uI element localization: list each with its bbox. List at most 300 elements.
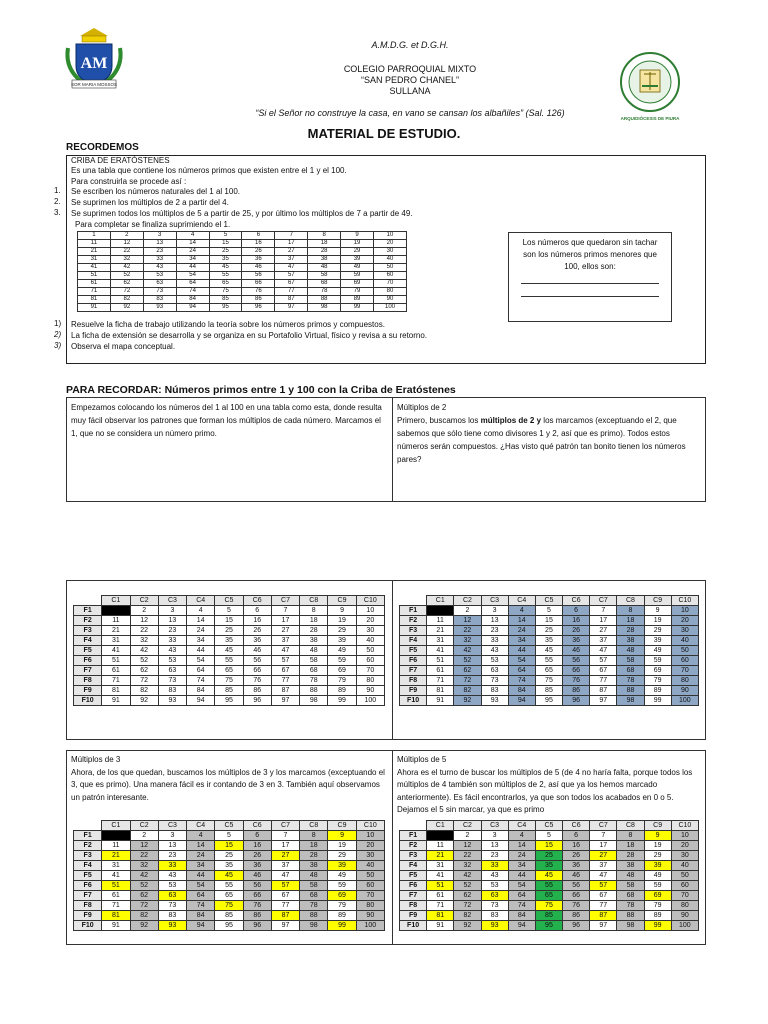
grid-cell: 11 xyxy=(427,841,454,851)
sieve-cell: 39 xyxy=(341,256,374,264)
grid-row-header: F4 xyxy=(74,861,102,871)
grid-row xyxy=(74,881,385,891)
grid-cell: 39 xyxy=(644,636,671,646)
criba-step-3: Se suprimen todos los múltiplos de 5 a partir de 25, y por último los múltiplos de 7 a partir de 49. xyxy=(71,209,413,218)
grid-cell: 41 xyxy=(427,871,454,881)
sieve-cell: 79 xyxy=(341,288,374,296)
grid-cell: 19 xyxy=(644,616,671,626)
grid-row-header: F1 xyxy=(74,831,102,841)
multiples-of-2-heading: Múltiplos de 2 xyxy=(397,403,447,412)
sieve-cell: 32 xyxy=(110,256,143,264)
grid-cell: 40 xyxy=(356,636,384,646)
grid-row-header: F10 xyxy=(400,696,427,706)
grid-row-header: F10 xyxy=(400,921,427,931)
grid-row-header: F6 xyxy=(74,881,102,891)
sieve-cell: 1 xyxy=(78,232,111,240)
grid-cell: 29 xyxy=(328,851,356,861)
grid-cell: 81 xyxy=(427,686,454,696)
sieve-cell: 48 xyxy=(308,264,341,272)
sieve-cell: 52 xyxy=(110,272,143,280)
sieve-cell: 54 xyxy=(176,272,209,280)
sieve-cell: 100 xyxy=(374,304,407,312)
grid-cell: 19 xyxy=(644,841,671,851)
grid-cell: 8 xyxy=(617,831,644,841)
grid-cell: 70 xyxy=(356,891,384,901)
grid-row-header: F6 xyxy=(400,881,427,891)
grid-cell: 35 xyxy=(535,636,562,646)
grid-cell: 8 xyxy=(300,606,328,616)
grid-cell: 25 xyxy=(535,851,562,861)
grid-row-header: F2 xyxy=(74,616,102,626)
sieve-cell: 65 xyxy=(209,280,242,288)
sieve-row xyxy=(78,256,407,264)
grid-cell: 46 xyxy=(243,646,271,656)
sieve-cell: 62 xyxy=(110,280,143,288)
grid-cell: 56 xyxy=(243,656,271,666)
grid-cell: 21 xyxy=(102,626,130,636)
sieve-cell: 66 xyxy=(242,280,275,288)
school-city: SULLANA xyxy=(389,86,431,96)
grid-cell: 16 xyxy=(243,841,271,851)
grid-cell: 74 xyxy=(187,901,215,911)
grid-cell: 33 xyxy=(481,861,508,871)
grid-cell: 44 xyxy=(187,871,215,881)
grid-cell: 50 xyxy=(671,871,698,881)
grid-cell: 77 xyxy=(271,901,299,911)
grid-cell: 99 xyxy=(644,921,671,931)
grid-corner xyxy=(400,596,427,606)
grid-cell: 71 xyxy=(427,676,454,686)
grid-cell: 47 xyxy=(590,871,617,881)
grid-cell: 9 xyxy=(644,606,671,616)
grid-cell: 25 xyxy=(535,626,562,636)
grid-cell: 100 xyxy=(356,921,384,931)
sieve-cell: 55 xyxy=(209,272,242,280)
multiples-of-3-box xyxy=(66,750,393,945)
grid-row-header: F9 xyxy=(74,911,102,921)
grid-cell: 58 xyxy=(617,881,644,891)
grid-cell: 41 xyxy=(102,646,130,656)
grid-cell: 82 xyxy=(454,911,481,921)
grid-row xyxy=(74,911,385,921)
task-2: La ficha de extensión se desarrolla y se organiza en su Portafolio Virtual, físico y revisa a su retorno. xyxy=(71,331,428,340)
answer-line-2[interactable] xyxy=(521,296,659,297)
grid-cell: 40 xyxy=(671,636,698,646)
grid-cell: 30 xyxy=(356,626,384,636)
grid-cell: 7 xyxy=(590,606,617,616)
number-grid-multiples-5 xyxy=(399,820,699,931)
grid-cell: 54 xyxy=(187,881,215,891)
grid-cell: 57 xyxy=(590,881,617,891)
grid-cell: 91 xyxy=(102,921,130,931)
grid-cell: 29 xyxy=(644,626,671,636)
grid-cell: 12 xyxy=(130,841,158,851)
sieve-cell: 57 xyxy=(275,272,308,280)
sieve-cell: 74 xyxy=(176,288,209,296)
grid-row xyxy=(400,606,699,616)
grid-row-header: F8 xyxy=(400,901,427,911)
grid-cell: 38 xyxy=(300,861,328,871)
grid-cell: 93 xyxy=(158,921,186,931)
grid-cell: 94 xyxy=(187,921,215,931)
grid-cell: 28 xyxy=(617,626,644,636)
grid-panel-multiples-2 xyxy=(392,580,706,740)
grid-cell: 49 xyxy=(644,871,671,881)
grid-cell: 54 xyxy=(187,656,215,666)
grid-column-header: C1 xyxy=(427,596,454,606)
grid-cell: 7 xyxy=(271,831,299,841)
sieve-cell: 51 xyxy=(78,272,111,280)
grid-cell: 97 xyxy=(590,921,617,931)
sieve-cell: 83 xyxy=(143,296,176,304)
grid-cell: 27 xyxy=(590,851,617,861)
grid-cell: 43 xyxy=(158,871,186,881)
sieve-cell: 75 xyxy=(209,288,242,296)
grid-row-header: F1 xyxy=(400,831,427,841)
grid-cell: 99 xyxy=(644,696,671,706)
sieve-cell: 63 xyxy=(143,280,176,288)
grid-cell: 42 xyxy=(454,646,481,656)
sieve-cell: 92 xyxy=(110,304,143,312)
grid-row xyxy=(400,646,699,656)
sieve-cell: 87 xyxy=(275,296,308,304)
grid-cell: 91 xyxy=(427,696,454,706)
sieve-cell: 91 xyxy=(78,304,111,312)
sieve-cell: 72 xyxy=(110,288,143,296)
grid-cell: 49 xyxy=(644,646,671,656)
grid-cell: 94 xyxy=(508,921,535,931)
sieve-cell: 8 xyxy=(308,232,341,240)
grid-cell: 61 xyxy=(427,891,454,901)
grid-cell: 35 xyxy=(215,636,243,646)
grid-cell: 34 xyxy=(508,636,535,646)
grid-cell: 59 xyxy=(328,881,356,891)
grid-cell: 42 xyxy=(454,871,481,881)
grid-cell: 36 xyxy=(243,636,271,646)
grid-cell: 7 xyxy=(271,606,299,616)
grid-cell: 11 xyxy=(102,616,130,626)
grid-cell: 85 xyxy=(535,911,562,921)
grid-cell: 81 xyxy=(102,911,130,921)
grid-cell: 39 xyxy=(644,861,671,871)
grid-cell: 8 xyxy=(300,831,328,841)
grid-cell: 91 xyxy=(427,921,454,931)
sieve-cell: 60 xyxy=(374,272,407,280)
grid-cell: 86 xyxy=(563,911,590,921)
grid-row xyxy=(400,861,699,871)
grid-row-header: F7 xyxy=(74,891,102,901)
grid-row xyxy=(74,861,385,871)
school-crest-logo xyxy=(58,22,130,94)
sieve-cell: 98 xyxy=(308,304,341,312)
grid-cell: 36 xyxy=(563,861,590,871)
sieve-cell: 50 xyxy=(374,264,407,272)
grid-cell: 58 xyxy=(300,656,328,666)
sieve-cell: 58 xyxy=(308,272,341,280)
grid-row xyxy=(400,666,699,676)
grid-cell: 93 xyxy=(158,696,186,706)
grid-column-header: C8 xyxy=(617,596,644,606)
grid-cell: 46 xyxy=(563,646,590,656)
task-1: Resuelve la ficha de trabajo utilizando la teoría sobre los números primos y compuestos. xyxy=(71,320,385,329)
grid-cell: 89 xyxy=(644,911,671,921)
grid-cell: 77 xyxy=(590,901,617,911)
grid-cell: 14 xyxy=(187,841,215,851)
task-marker-3: 3) xyxy=(54,341,62,350)
grid-cell: 50 xyxy=(671,646,698,656)
grid-column-header: C3 xyxy=(158,821,186,831)
grid-cell: 51 xyxy=(102,881,130,891)
sieve-cell: 3 xyxy=(143,232,176,240)
grid-cell: 84 xyxy=(508,911,535,921)
sieve-cell: 71 xyxy=(78,288,111,296)
grid-cell: 12 xyxy=(130,616,158,626)
grid-cell: 1 xyxy=(427,831,454,841)
grid-cell: 66 xyxy=(563,666,590,676)
grid-row-header: F7 xyxy=(400,891,427,901)
grid-row-header: F10 xyxy=(74,921,102,931)
grid-cell: 73 xyxy=(481,676,508,686)
grid-row xyxy=(400,851,699,861)
grid-cell: 60 xyxy=(356,881,384,891)
grid-cell: 39 xyxy=(328,636,356,646)
grid-cell: 52 xyxy=(130,881,158,891)
grid-cell: 82 xyxy=(130,911,158,921)
grid-cell: 61 xyxy=(102,891,130,901)
grid-cell: 26 xyxy=(563,626,590,636)
grid-cell: 25 xyxy=(215,626,243,636)
grid-column-header: C1 xyxy=(427,821,454,831)
grid-cell: 49 xyxy=(328,646,356,656)
grid-row-header: F3 xyxy=(74,626,102,636)
grid-row xyxy=(74,686,385,696)
grid-row-header: F1 xyxy=(400,606,427,616)
multiples-of-5-box xyxy=(392,750,706,945)
grid-cell: 69 xyxy=(328,666,356,676)
grid-cell: 59 xyxy=(644,881,671,891)
grid-cell: 98 xyxy=(300,696,328,706)
grid-cell: 80 xyxy=(671,676,698,686)
grid-cell: 47 xyxy=(271,871,299,881)
grid-cell: 74 xyxy=(187,676,215,686)
grid-cell: 5 xyxy=(535,831,562,841)
grid-cell: 4 xyxy=(187,606,215,616)
grid-cell: 40 xyxy=(356,861,384,871)
step-marker-3: 3. xyxy=(54,208,61,217)
grid-cell: 37 xyxy=(590,636,617,646)
grid-row-header: F5 xyxy=(400,646,427,656)
grid-cell: 46 xyxy=(243,871,271,881)
grid-cell: 28 xyxy=(300,626,328,636)
criba-step-2: Se suprimen los múltiplos de 2 a partir del 4. xyxy=(71,198,229,207)
grid-cell: 90 xyxy=(671,686,698,696)
grid-row xyxy=(400,901,699,911)
grid-cell: 87 xyxy=(271,686,299,696)
grid-column-header: C9 xyxy=(644,596,671,606)
grid-cell: 78 xyxy=(300,676,328,686)
sieve-cell: 12 xyxy=(110,240,143,248)
grid-cell: 32 xyxy=(130,861,158,871)
sieve-cell: 90 xyxy=(374,296,407,304)
grid-row-header: F4 xyxy=(74,636,102,646)
sieve-cell: 5 xyxy=(209,232,242,240)
grid-row xyxy=(400,841,699,851)
sieve-cell: 6 xyxy=(242,232,275,240)
primes-answer-box xyxy=(508,232,672,322)
sieve-cell: 47 xyxy=(275,264,308,272)
header-quote: “Si el Señor no construye la casa, en vano se cansan los albañiles” (Sal. 126) xyxy=(255,108,565,118)
number-grid-multiples-2 xyxy=(399,595,699,706)
grid-cell: 42 xyxy=(130,871,158,881)
sieve-row xyxy=(78,232,407,240)
grid-cell: 9 xyxy=(328,606,356,616)
sieve-row xyxy=(78,296,407,304)
sieve-cell: 13 xyxy=(143,240,176,248)
grid-row-header: F8 xyxy=(74,676,102,686)
grid-cell: 69 xyxy=(644,891,671,901)
grid-cell: 92 xyxy=(454,921,481,931)
grid-cell: 74 xyxy=(508,676,535,686)
grid-cell: 18 xyxy=(300,616,328,626)
grid-cell: 80 xyxy=(356,676,384,686)
grid-cell: 14 xyxy=(508,616,535,626)
grid-cell: 32 xyxy=(454,861,481,871)
grid-cell: 5 xyxy=(535,606,562,616)
grid-cell: 68 xyxy=(617,666,644,676)
sieve-cell: 42 xyxy=(110,264,143,272)
grid-cell: 17 xyxy=(271,841,299,851)
grid-row xyxy=(400,686,699,696)
grid-cell: 61 xyxy=(427,666,454,676)
grid-cell: 55 xyxy=(215,881,243,891)
grid-column-header: C4 xyxy=(187,596,215,606)
sieve-cell: 86 xyxy=(242,296,275,304)
grid-row xyxy=(74,646,385,656)
grid-cell: 71 xyxy=(102,676,130,686)
sieve-cell: 67 xyxy=(275,280,308,288)
grid-cell: 81 xyxy=(427,911,454,921)
sieve-cell: 10 xyxy=(374,232,407,240)
grid-cell: 48 xyxy=(617,871,644,881)
grid-cell: 43 xyxy=(481,871,508,881)
grid-cell: 96 xyxy=(563,921,590,931)
grid-column-header: C6 xyxy=(563,821,590,831)
grid-cell: 75 xyxy=(535,901,562,911)
grid-cell: 62 xyxy=(130,891,158,901)
grid-cell: 65 xyxy=(535,891,562,901)
grid-cell: 43 xyxy=(158,646,186,656)
grid-row-header: F2 xyxy=(74,841,102,851)
grid-cell: 53 xyxy=(481,881,508,891)
grid-cell: 30 xyxy=(671,851,698,861)
sieve-cell: 22 xyxy=(110,248,143,256)
sieve-row xyxy=(78,288,407,296)
grid-cell: 100 xyxy=(671,696,698,706)
grid-cell: 72 xyxy=(454,901,481,911)
grid-cell: 63 xyxy=(481,666,508,676)
grid-row xyxy=(400,871,699,881)
grid-cell: 98 xyxy=(617,921,644,931)
grid-cell: 58 xyxy=(617,656,644,666)
sieve-cell: 94 xyxy=(176,304,209,312)
grid-cell: 36 xyxy=(563,636,590,646)
primes-answer-prompt: Los números que quedaron sin tachar son los números primos menores que 100, ellos son: xyxy=(522,238,658,271)
para-recordar-heading: PARA RECORDAR: Números primos entre 1 y 100 con la Criba de Eratóstenes xyxy=(66,384,456,396)
grid-cell: 48 xyxy=(300,646,328,656)
grid-column-header: C8 xyxy=(300,596,328,606)
grid-cell: 23 xyxy=(481,626,508,636)
sieve-cell: 53 xyxy=(143,272,176,280)
grid-cell: 64 xyxy=(508,891,535,901)
grid-cell: 59 xyxy=(644,656,671,666)
grid-cell: 54 xyxy=(508,656,535,666)
grid-column-header: C6 xyxy=(243,596,271,606)
grid-cell: 92 xyxy=(130,921,158,931)
grid-cell: 44 xyxy=(508,871,535,881)
grid-column-header: C3 xyxy=(481,821,508,831)
sieve-cell: 37 xyxy=(275,256,308,264)
seal-caption: ARQUIDIÓCESIS DE PIURA xyxy=(620,116,680,121)
grid-row xyxy=(74,606,385,616)
grid-cell: 20 xyxy=(671,841,698,851)
grid-cell: 18 xyxy=(617,841,644,851)
sieve-row xyxy=(78,280,407,288)
grid-cell: 66 xyxy=(243,891,271,901)
sieve-cell: 43 xyxy=(143,264,176,272)
sieve-cell: 81 xyxy=(78,296,111,304)
grid-row xyxy=(74,656,385,666)
grid-cell: 81 xyxy=(102,686,130,696)
grid-column-header: C4 xyxy=(508,596,535,606)
sieve-cell: 45 xyxy=(209,264,242,272)
sieve-cell: 99 xyxy=(341,304,374,312)
grid-cell: 76 xyxy=(563,676,590,686)
grid-cell: 19 xyxy=(328,841,356,851)
grid-cell: 80 xyxy=(356,901,384,911)
grid-cell: 15 xyxy=(215,841,243,851)
grid-cell: 60 xyxy=(356,656,384,666)
grid-cell: 5 xyxy=(215,606,243,616)
grid-row xyxy=(400,921,699,931)
grid-cell: 42 xyxy=(130,646,158,656)
grid-cell: 34 xyxy=(187,636,215,646)
grid-column-header: C2 xyxy=(454,821,481,831)
sieve-number-table xyxy=(77,231,407,312)
grid-row-header: F3 xyxy=(400,851,427,861)
grid-cell: 73 xyxy=(158,901,186,911)
grid-cell: 10 xyxy=(671,606,698,616)
grid-column-header: C5 xyxy=(535,821,562,831)
grid-cell: 56 xyxy=(563,656,590,666)
grid-row-header: F8 xyxy=(400,676,427,686)
grid-row xyxy=(74,696,385,706)
grid-cell: 26 xyxy=(243,626,271,636)
sieve-cell: 61 xyxy=(78,280,111,288)
grid-row-header: F5 xyxy=(74,871,102,881)
multiples-of-2-text: Primero, buscamos los múltiplos de 2 y los marcamos (exceptuando el 2, que sabemos que sólo tiene como divisores 1 y 2, así que es primo). Todos estos números serán compuestos. ¿Has visto qué patrón tan bonito tienen los números pares? xyxy=(397,416,686,464)
grid-cell: 68 xyxy=(300,666,328,676)
grid-cell: 53 xyxy=(481,656,508,666)
grid-column-header: C3 xyxy=(158,596,186,606)
grid-cell: 96 xyxy=(243,921,271,931)
sieve-cell: 7 xyxy=(275,232,308,240)
grid-cell: 88 xyxy=(617,686,644,696)
grid-corner xyxy=(74,821,102,831)
criba-heading: CRIBA DE ERATÓSTENES xyxy=(71,156,170,165)
grid-cell: 29 xyxy=(328,626,356,636)
grid-cell: 18 xyxy=(617,616,644,626)
sieve-cell: 27 xyxy=(275,248,308,256)
